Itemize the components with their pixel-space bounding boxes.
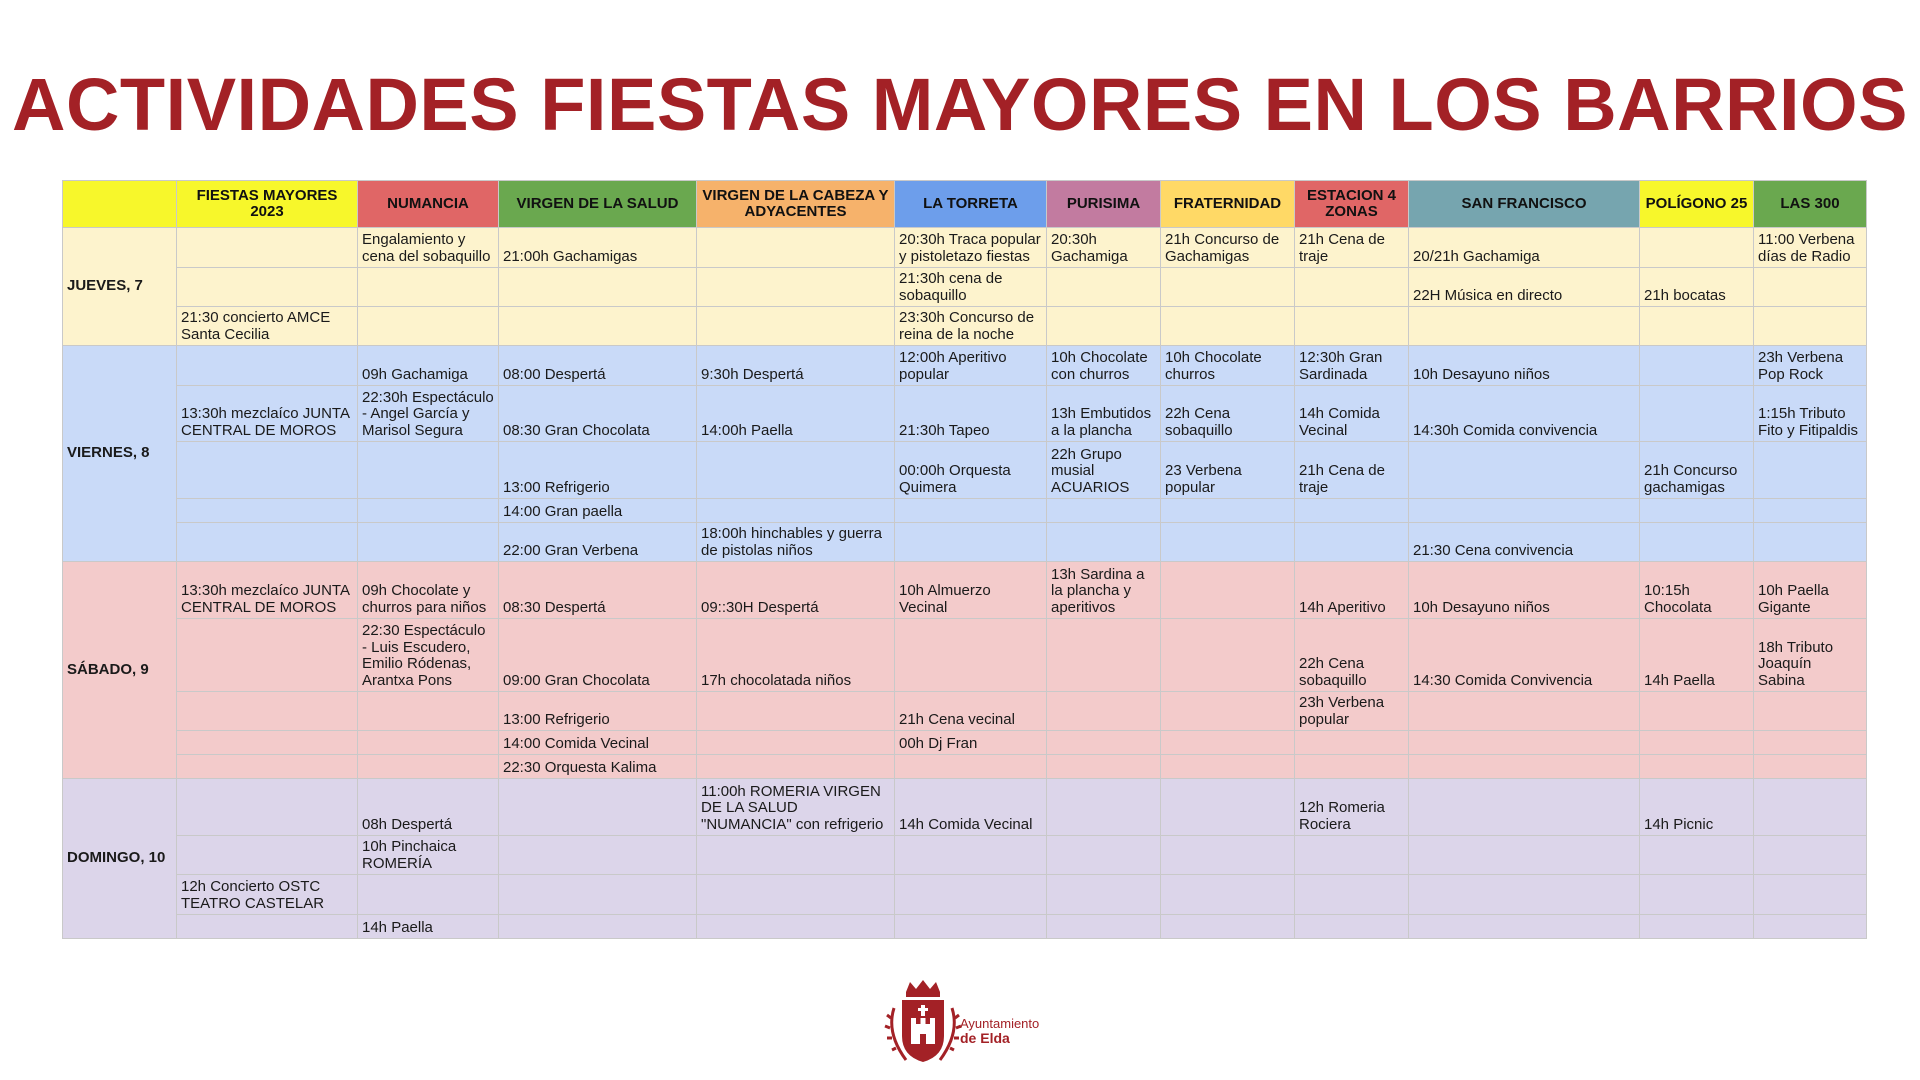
activity-cell xyxy=(697,755,895,779)
table-row xyxy=(63,562,1867,619)
activity-cell: 1:15h Tributo Fito y Fitipaldis xyxy=(1754,386,1867,442)
table-row xyxy=(63,692,1867,731)
activity-cell xyxy=(177,442,358,499)
activity-cell xyxy=(358,731,499,755)
table-row xyxy=(63,731,1867,755)
activity-cell xyxy=(177,346,358,386)
schedule-table-wrapper xyxy=(62,180,1866,939)
activity-cell xyxy=(499,268,697,307)
table-row xyxy=(63,442,1867,499)
activity-cell: 13:00 Refrigerio xyxy=(499,442,697,499)
activity-cell xyxy=(697,692,895,731)
activity-cell xyxy=(1640,875,1754,915)
activity-cell xyxy=(895,499,1047,523)
activity-cell xyxy=(1161,692,1295,731)
activity-cell xyxy=(358,755,499,779)
activity-cell xyxy=(177,499,358,523)
activity-cell xyxy=(1047,731,1161,755)
activity-cell xyxy=(1161,755,1295,779)
activity-cell xyxy=(358,307,499,346)
activity-cell: 13:30h mezclaíco JUNTA CENTRAL DE MOROS xyxy=(177,562,358,619)
activity-cell xyxy=(895,523,1047,562)
activity-cell xyxy=(1409,731,1640,755)
activity-cell: 14h Comida Vecinal xyxy=(1295,386,1409,442)
activity-cell xyxy=(1047,619,1161,692)
activity-cell: Engalamiento y cena del sobaquillo xyxy=(358,228,499,268)
activity-cell: 14:30 Comida Convivencia xyxy=(1409,619,1640,692)
activity-cell: 14:00 Comida Vecinal xyxy=(499,731,697,755)
activity-cell: 10h Desayuno niños xyxy=(1409,346,1640,386)
header-column-2: NUMANCIA xyxy=(358,181,499,228)
activity-cell: 10h Almuerzo Vecinal xyxy=(895,562,1047,619)
activity-cell xyxy=(1295,731,1409,755)
activity-cell xyxy=(1754,268,1867,307)
activity-cell: 21h Concurso gachamigas xyxy=(1640,442,1754,499)
activity-cell: 20:30h Gachamiga xyxy=(1047,228,1161,268)
activity-cell xyxy=(1640,731,1754,755)
activity-cell xyxy=(1754,692,1867,731)
activity-cell xyxy=(1409,915,1640,939)
activity-cell xyxy=(358,692,499,731)
activity-cell: 10h Chocolate con churros xyxy=(1047,346,1161,386)
activity-cell: 9:30h Despertá xyxy=(697,346,895,386)
activity-cell: 22h Cena sobaquillo xyxy=(1161,386,1295,442)
activity-cell: 10:15h Chocolata xyxy=(1640,562,1754,619)
header-day-column xyxy=(63,181,177,228)
activity-cell: 21:30h cena de sobaquillo xyxy=(895,268,1047,307)
table-row xyxy=(63,386,1867,442)
activity-cell xyxy=(1161,499,1295,523)
activity-cell: 11:00 Verbena días de Radio xyxy=(1754,228,1867,268)
activity-cell: 14h Comida Vecinal xyxy=(895,779,1047,836)
activity-cell xyxy=(177,523,358,562)
activity-cell xyxy=(1754,442,1867,499)
activity-cell xyxy=(358,499,499,523)
header-column-9: SAN FRANCISCO xyxy=(1409,181,1640,228)
activity-cell xyxy=(697,442,895,499)
activity-cell xyxy=(1754,875,1867,915)
activity-cell: 00:00h Orquesta Quimera xyxy=(895,442,1047,499)
activity-cell: 18:00h hinchables y guerra de pistolas niños xyxy=(697,523,895,562)
activity-cell xyxy=(1640,836,1754,875)
table-row xyxy=(63,307,1867,346)
activity-cell: 23h Verbena Pop Rock xyxy=(1754,346,1867,386)
activity-cell xyxy=(177,228,358,268)
activity-cell: 17h chocolatada niños xyxy=(697,619,895,692)
activity-cell xyxy=(1295,915,1409,939)
activity-cell xyxy=(1047,875,1161,915)
activity-cell: 18h Tributo Joaquín Sabina xyxy=(1754,619,1867,692)
activity-cell: 13:00 Refrigerio xyxy=(499,692,697,731)
coat-of-arms-icon xyxy=(885,980,961,1062)
activity-cell xyxy=(177,915,358,939)
table-row xyxy=(63,268,1867,307)
page-title: ACTIVIDADES FIESTAS MAYORES EN LOS BARRIOS xyxy=(12,63,1908,146)
table-header xyxy=(63,181,1867,228)
activity-cell xyxy=(358,523,499,562)
activity-cell: 00h Dj Fran xyxy=(895,731,1047,755)
activity-cell xyxy=(177,755,358,779)
activity-cell xyxy=(1047,836,1161,875)
activity-cell: 10h Chocolate churros xyxy=(1161,346,1295,386)
activity-cell xyxy=(177,731,358,755)
activity-cell xyxy=(895,755,1047,779)
activity-cell xyxy=(1640,307,1754,346)
activity-cell: 12:30h Gran Sardinada xyxy=(1295,346,1409,386)
activity-cell xyxy=(1161,915,1295,939)
activity-cell: 12h Concierto OSTC TEATRO CASTELAR xyxy=(177,875,358,915)
activity-cell xyxy=(697,307,895,346)
activity-cell xyxy=(1640,523,1754,562)
activity-cell: 23h Verbena popular xyxy=(1295,692,1409,731)
activity-cell xyxy=(177,268,358,307)
activity-cell xyxy=(358,442,499,499)
activity-cell: 14:30h Comida convivencia xyxy=(1409,386,1640,442)
activity-cell: 22h Grupo musial ACUARIOS xyxy=(1047,442,1161,499)
activity-cell xyxy=(1295,499,1409,523)
activity-cell xyxy=(1047,307,1161,346)
logo-text xyxy=(960,1016,1039,1046)
activity-cell xyxy=(1047,779,1161,836)
activity-cell xyxy=(1047,915,1161,939)
activity-cell xyxy=(358,875,499,915)
activity-cell xyxy=(1754,915,1867,939)
activity-cell xyxy=(499,307,697,346)
activity-cell: 08:30 Gran Chocolata xyxy=(499,386,697,442)
header-row xyxy=(63,181,1867,228)
activity-cell xyxy=(1161,562,1295,619)
activity-cell xyxy=(1640,692,1754,731)
activity-cell xyxy=(177,619,358,692)
activity-cell xyxy=(697,268,895,307)
activity-cell xyxy=(697,915,895,939)
activity-cell xyxy=(358,268,499,307)
activity-cell xyxy=(1409,755,1640,779)
activity-cell xyxy=(1161,836,1295,875)
activity-cell xyxy=(1295,836,1409,875)
activity-cell: 14h Paella xyxy=(1640,619,1754,692)
activity-cell xyxy=(1047,499,1161,523)
activity-cell: 14h Picnic xyxy=(1640,779,1754,836)
schedule-table xyxy=(62,180,1867,939)
activity-cell: 21h Cena vecinal xyxy=(895,692,1047,731)
logo-line-1: Ayuntamiento xyxy=(960,1016,1040,1031)
activity-cell xyxy=(1161,731,1295,755)
activity-cell xyxy=(177,779,358,836)
activity-cell xyxy=(1295,523,1409,562)
activity-cell: 09::30H Despertá xyxy=(697,562,895,619)
activity-cell xyxy=(1754,731,1867,755)
header-column-3: VIRGEN DE LA SALUD xyxy=(499,181,697,228)
activity-cell xyxy=(1409,307,1640,346)
activity-cell: 13h Embutidos a la plancha xyxy=(1047,386,1161,442)
activity-cell xyxy=(895,836,1047,875)
activity-cell xyxy=(1754,755,1867,779)
activity-cell: 21:30 concierto AMCE Santa Cecilia xyxy=(177,307,358,346)
activity-cell: 21h Concurso de Gachamigas xyxy=(1161,228,1295,268)
activity-cell xyxy=(1161,307,1295,346)
activity-cell xyxy=(1409,442,1640,499)
table-row xyxy=(63,346,1867,386)
activity-cell xyxy=(1295,755,1409,779)
activity-cell xyxy=(1640,499,1754,523)
activity-cell xyxy=(895,619,1047,692)
table-body xyxy=(63,228,1867,939)
activity-cell xyxy=(1640,755,1754,779)
activity-cell: 21h Cena de traje xyxy=(1295,442,1409,499)
day-label: VIERNES, 8 xyxy=(63,346,177,562)
activity-cell xyxy=(1754,836,1867,875)
activity-cell: 20/21h Gachamiga xyxy=(1409,228,1640,268)
day-label: SÁBADO, 9 xyxy=(63,562,177,779)
table-row xyxy=(63,875,1867,915)
table-row xyxy=(63,915,1867,939)
header-column-6: PURISIMA xyxy=(1047,181,1161,228)
activity-cell: 09h Chocolate y churros para niños xyxy=(358,562,499,619)
activity-cell xyxy=(1047,268,1161,307)
header-column-8: ESTACION 4 ZONAS xyxy=(1295,181,1409,228)
activity-cell: 21h bocatas xyxy=(1640,268,1754,307)
activity-cell xyxy=(499,779,697,836)
day-label: JUEVES, 7 xyxy=(63,228,177,346)
activity-cell xyxy=(1640,386,1754,442)
activity-cell: 09:00 Gran Chocolata xyxy=(499,619,697,692)
activity-cell xyxy=(1409,836,1640,875)
activity-cell xyxy=(1640,346,1754,386)
activity-cell xyxy=(1295,875,1409,915)
table-row xyxy=(63,779,1867,836)
activity-cell xyxy=(1409,499,1640,523)
activity-cell xyxy=(1161,875,1295,915)
header-column-11: LAS 300 xyxy=(1754,181,1867,228)
activity-cell xyxy=(1754,307,1867,346)
activity-cell: 08h Despertá xyxy=(358,779,499,836)
activity-cell xyxy=(697,875,895,915)
activity-cell: 20:30h Traca popular y pistoletazo fiestas xyxy=(895,228,1047,268)
activity-cell xyxy=(1409,692,1640,731)
activity-cell: 23 Verbena popular xyxy=(1161,442,1295,499)
activity-cell xyxy=(1640,228,1754,268)
header-column-10: POLÍGONO 25 xyxy=(1640,181,1754,228)
activity-cell: 12:00h Aperitivo popular xyxy=(895,346,1047,386)
header-column-1: FIESTAS MAYORES 2023 xyxy=(177,181,358,228)
activity-cell xyxy=(1047,755,1161,779)
activity-cell xyxy=(1047,692,1161,731)
activity-cell xyxy=(1754,779,1867,836)
activity-cell xyxy=(1161,779,1295,836)
activity-cell: 08:30 Despertá xyxy=(499,562,697,619)
activity-cell: 21:30 Cena convivencia xyxy=(1409,523,1640,562)
activity-cell xyxy=(1161,268,1295,307)
header-column-4: VIRGEN DE LA CABEZA Y ADYACENTES xyxy=(697,181,895,228)
activity-cell: 13:30h mezclaíco JUNTA CENTRAL DE MOROS xyxy=(177,386,358,442)
activity-cell xyxy=(1754,523,1867,562)
activity-cell: 22:00 Gran Verbena xyxy=(499,523,697,562)
activity-cell: 10h Desayuno niños xyxy=(1409,562,1640,619)
activity-cell: 14:00 Gran paella xyxy=(499,499,697,523)
activity-cell xyxy=(1409,779,1640,836)
activity-cell: 14h Paella xyxy=(358,915,499,939)
activity-cell xyxy=(895,915,1047,939)
activity-cell xyxy=(499,875,697,915)
activity-cell xyxy=(177,692,358,731)
activity-cell xyxy=(1161,619,1295,692)
activity-cell xyxy=(1754,499,1867,523)
activity-cell xyxy=(697,731,895,755)
activity-cell: 22h Cena sobaquillo xyxy=(1295,619,1409,692)
activity-cell xyxy=(1295,307,1409,346)
activity-cell: 13h Sardina a la plancha y aperitivos xyxy=(1047,562,1161,619)
activity-cell: 08:00 Despertá xyxy=(499,346,697,386)
activity-cell xyxy=(895,875,1047,915)
table-row xyxy=(63,523,1867,562)
activity-cell xyxy=(1047,523,1161,562)
activity-cell xyxy=(177,836,358,875)
day-label: DOMINGO, 10 xyxy=(63,779,177,939)
activity-cell xyxy=(499,836,697,875)
logo-line-2: de Elda xyxy=(960,1030,1010,1046)
activity-cell: 22:30 Espectáculo - Luis Escudero, Emilio Ródenas, Arantxa Pons xyxy=(358,619,499,692)
activity-cell xyxy=(1640,915,1754,939)
activity-cell: 22:30h Espectáculo - Angel García y Marisol Segura xyxy=(358,386,499,442)
activity-cell xyxy=(1295,268,1409,307)
activity-cell xyxy=(697,228,895,268)
activity-cell: 11:00h ROMERIA VIRGEN DE LA SALUD "NUMANCIA" con refrigerio xyxy=(697,779,895,836)
activity-cell xyxy=(697,499,895,523)
activity-cell: 14h Aperitivo xyxy=(1295,562,1409,619)
table-row xyxy=(63,499,1867,523)
activity-cell: 22:30 Orquesta Kalima xyxy=(499,755,697,779)
activity-cell xyxy=(697,836,895,875)
activity-cell: 21h Cena de traje xyxy=(1295,228,1409,268)
table-row xyxy=(63,619,1867,692)
activity-cell xyxy=(1161,523,1295,562)
activity-cell: 12h Romeria Rociera xyxy=(1295,779,1409,836)
activity-cell: 22H Música en directo xyxy=(1409,268,1640,307)
activity-cell: 21:30h Tapeo xyxy=(895,386,1047,442)
activity-cell xyxy=(1409,875,1640,915)
activity-cell: 14:00h Paella xyxy=(697,386,895,442)
table-row xyxy=(63,228,1867,268)
header-column-5: LA TORRETA xyxy=(895,181,1047,228)
table-row xyxy=(63,836,1867,875)
header-column-7: FRATERNIDAD xyxy=(1161,181,1295,228)
activity-cell: 23:30h Concurso de reina de la noche xyxy=(895,307,1047,346)
table-row xyxy=(63,755,1867,779)
activity-cell: 09h Gachamiga xyxy=(358,346,499,386)
activity-cell xyxy=(499,915,697,939)
activity-cell: 10h Pinchaica ROMERÍA xyxy=(358,836,499,875)
activity-cell: 21:00h Gachamigas xyxy=(499,228,697,268)
activity-cell: 10h Paella Gigante xyxy=(1754,562,1867,619)
